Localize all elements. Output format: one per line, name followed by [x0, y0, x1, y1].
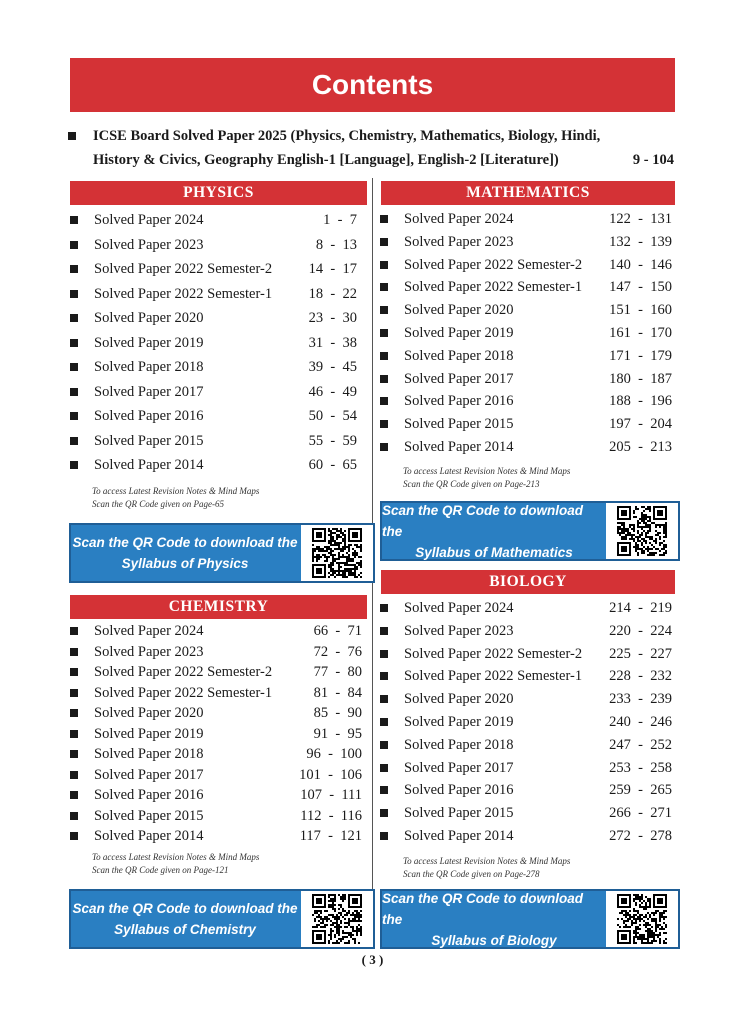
toc-entry-pages: 147 - 150	[609, 279, 672, 296]
bullet-icon	[380, 764, 388, 772]
toc-entry-label: Solved Paper 2015	[404, 805, 514, 822]
bullet-icon	[70, 314, 78, 322]
toc-entry[interactable]	[380, 643, 672, 665]
toc-entry-pages: 85 - 90	[313, 705, 362, 721]
bullet-icon	[70, 339, 78, 347]
toc-entry[interactable]	[70, 209, 357, 231]
bullet-icon	[380, 604, 388, 612]
toc-entry[interactable]	[380, 665, 672, 687]
toc-entry-label: Solved Paper 2022 Semester-1	[94, 285, 273, 302]
bullet-icon	[70, 627, 78, 635]
toc-entry[interactable]	[380, 757, 672, 779]
toc-entry[interactable]	[70, 764, 362, 786]
toc-entry[interactable]	[380, 276, 672, 298]
toc-entry[interactable]	[70, 307, 357, 329]
board-paper-line2: History & Civics, Geography English-1 [Language], English-2 [Literature])	[93, 152, 559, 168]
physics-note	[92, 485, 259, 511]
bullet-icon	[70, 832, 78, 840]
chemistry-note	[92, 851, 259, 877]
bullet-icon	[380, 627, 388, 635]
toc-entry-pages: 220 - 224	[609, 622, 672, 639]
toc-entry[interactable]	[380, 368, 672, 390]
bullet-icon	[70, 771, 78, 779]
toc-entry-pages: 60 - 65	[308, 457, 357, 473]
toc-entry[interactable]	[380, 345, 672, 367]
toc-entry-pages: 214 - 219	[609, 600, 672, 616]
toc-entry-label: Solved Paper 2017	[404, 370, 514, 387]
qr-code-icon[interactable]	[312, 894, 362, 944]
bullet-icon	[70, 216, 78, 224]
bullet-icon	[380, 306, 388, 314]
toc-entry-label: Solved Paper 2020	[404, 302, 514, 319]
toc-entry[interactable]	[380, 597, 672, 619]
toc-entry-label: Solved Paper 2018	[94, 359, 204, 375]
toc-entry[interactable]	[380, 231, 672, 253]
note-line: Scan the QR Code given on Page-121	[92, 865, 229, 875]
qr-banner-text	[382, 503, 606, 559]
qr-code-holder	[606, 891, 678, 947]
toc-entry-pages: 140 - 146	[609, 256, 672, 273]
qr-banner-text	[71, 891, 299, 947]
bullet-icon	[70, 648, 78, 656]
toc-entry[interactable]	[70, 702, 362, 724]
toc-entry-label: Solved Paper 2024	[404, 600, 514, 616]
toc-entry-pages: 50 - 54	[308, 408, 357, 424]
board-paper-line1: ICSE Board Solved Paper 2025 (Physics, Chemistry, Mathematics, Biology, Hindi,	[93, 128, 601, 144]
bullet-icon	[380, 672, 388, 680]
toc-entry-pages: 23 - 30	[308, 310, 357, 326]
toc-entry-pages: 72 - 76	[313, 643, 362, 660]
bullet-icon	[68, 132, 76, 140]
bullet-icon	[70, 730, 78, 738]
toc-entry-label: Solved Paper 2022 Semester-1	[404, 668, 583, 685]
toc-entry-pages: 55 - 59	[308, 432, 357, 449]
toc-entry-pages: 117 - 121	[299, 828, 362, 844]
toc-entry[interactable]	[70, 258, 357, 280]
toc-entry-label: Solved Paper 2022 Semester-1	[94, 684, 273, 701]
bullet-icon	[70, 461, 78, 469]
toc-entry-pages: 14 - 17	[308, 261, 357, 277]
toc-entry[interactable]	[380, 688, 672, 710]
toc-entry-pages: 161 - 170	[609, 325, 672, 341]
contents-title: Contents	[70, 58, 675, 112]
board-paper-pages: 9 - 104	[632, 152, 674, 168]
bullet-icon	[380, 215, 388, 223]
toc-entry-pages: 188 - 196	[609, 393, 672, 410]
toc-entry-label: Solved Paper 2023	[404, 233, 514, 250]
bullet-icon	[380, 786, 388, 794]
toc-entry[interactable]	[70, 356, 357, 378]
toc-entry-pages: 66 - 71	[313, 623, 362, 639]
toc-entry-pages: 233 - 239	[609, 691, 672, 708]
toc-entry-pages: 122 - 131	[609, 211, 672, 227]
qr-code-holder	[606, 503, 678, 559]
toc-entry[interactable]	[380, 620, 672, 642]
toc-entry-label: Solved Paper 2023	[94, 643, 204, 660]
bullet-icon	[380, 261, 388, 269]
bullet-icon	[380, 695, 388, 703]
toc-entry[interactable]	[70, 430, 357, 452]
chemistry-header: CHEMISTRY	[70, 595, 367, 619]
toc-entry-pages: 253 - 258	[609, 759, 672, 776]
note-line: Scan the QR Code given on Page-65	[92, 499, 224, 509]
toc-entry-label: Solved Paper 2017	[404, 759, 514, 776]
toc-entry-label: Solved Paper 2024	[94, 623, 204, 639]
toc-entry-pages: 247 - 252	[609, 736, 672, 753]
qr-code-icon[interactable]	[312, 528, 362, 578]
qr-banner-line: Scan the QR Code to download the	[72, 901, 298, 916]
toc-entry[interactable]	[70, 661, 362, 683]
bullet-icon	[70, 363, 78, 371]
bullet-icon	[70, 290, 78, 298]
bullet-icon	[70, 437, 78, 445]
qr-banner-line: Syllabus of Mathematics	[415, 544, 573, 560]
toc-entry-pages: 77 - 80	[313, 664, 362, 680]
toc-entry-label: Solved Paper 2020	[94, 705, 204, 721]
bullet-icon	[380, 329, 388, 337]
toc-entry-label: Solved Paper 2022 Semester-1	[404, 279, 583, 296]
qr-code-icon[interactable]	[617, 894, 667, 944]
bullet-icon	[380, 283, 388, 291]
toc-entry-pages: 96 - 100	[306, 746, 362, 762]
note-line: Scan the QR Code given on Page-278	[403, 869, 540, 879]
toc-entry-label: Solved Paper 2024	[94, 212, 204, 228]
bullet-icon	[70, 265, 78, 273]
bullet-icon	[380, 420, 388, 428]
toc-entry-pages: 151 - 160	[609, 302, 672, 319]
bullet-icon	[380, 718, 388, 726]
toc-entry[interactable]	[70, 283, 357, 305]
biology-qr-banner[interactable]	[380, 889, 680, 949]
bullet-icon	[70, 812, 78, 820]
biology-note	[403, 855, 570, 881]
bullet-icon	[380, 238, 388, 246]
toc-entry-pages: 107 - 111	[300, 787, 362, 803]
mathematics-note	[403, 465, 570, 491]
toc-entry-pages: 46 - 49	[308, 383, 357, 400]
mathematics-header: MATHEMATICS	[381, 181, 675, 205]
note-line: To access Latest Revision Notes & Mind Maps	[92, 852, 260, 862]
toc-entry-pages: 31 - 38	[308, 334, 357, 351]
toc-entry[interactable]	[380, 711, 672, 733]
toc-entry-pages: 112 - 116	[300, 807, 362, 824]
toc-entry-pages: 1 - 7	[323, 212, 357, 228]
toc-entry-label: Solved Paper 2014	[94, 457, 204, 473]
toc-entry[interactable]	[70, 723, 362, 745]
toc-entry-label: Solved Paper 2019	[404, 714, 514, 730]
bullet-icon	[380, 832, 388, 840]
toc-entry[interactable]	[380, 390, 672, 412]
toc-entry-label: Solved Paper 2016	[94, 787, 204, 803]
bullet-icon	[380, 375, 388, 383]
toc-entry-pages: 81 - 84	[313, 684, 362, 701]
bullet-icon	[70, 689, 78, 697]
toc-entry[interactable]	[70, 381, 357, 403]
toc-entry-label: Solved Paper 2022 Semester-2	[94, 664, 273, 680]
toc-entry-label: Solved Paper 2016	[404, 393, 514, 410]
toc-entry-label: Solved Paper 2022 Semester-2	[404, 256, 583, 273]
toc-entry-label: Solved Paper 2017	[94, 383, 204, 400]
toc-entry-pages: 240 - 246	[609, 714, 672, 730]
bullet-icon	[70, 791, 78, 799]
toc-entry[interactable]	[380, 254, 672, 276]
toc-entry[interactable]	[70, 825, 362, 847]
qr-banner-line: Syllabus of Chemistry	[114, 922, 256, 937]
toc-entry-label: Solved Paper 2019	[404, 325, 514, 341]
note-line: To access Latest Revision Notes & Mind Maps	[92, 486, 260, 496]
toc-entry[interactable]	[70, 405, 357, 427]
toc-entry-label: Solved Paper 2014	[404, 828, 514, 844]
toc-entry[interactable]	[70, 332, 357, 354]
toc-entry-pages: 18 - 22	[308, 285, 357, 302]
toc-entry-label: Solved Paper 2023	[404, 622, 514, 639]
bullet-icon	[70, 241, 78, 249]
toc-entry-pages: 132 - 139	[609, 233, 672, 250]
qr-banner-text	[382, 891, 606, 947]
qr-code-holder	[301, 891, 373, 947]
toc-entry-pages: 205 - 213	[609, 439, 672, 455]
physics-qr-banner[interactable]	[69, 523, 375, 583]
qr-banner-line: Scan the QR Code to download the	[382, 890, 584, 927]
bullet-icon	[70, 388, 78, 396]
toc-entry-label: Solved Paper 2022 Semester-2	[94, 261, 273, 277]
toc-entry[interactable]	[380, 779, 672, 801]
chemistry-qr-banner[interactable]	[69, 889, 375, 949]
mathematics-qr-banner[interactable]	[380, 501, 680, 561]
qr-code-icon[interactable]	[617, 506, 667, 556]
toc-entry-label: Solved Paper 2014	[94, 828, 204, 844]
toc-entry[interactable]	[380, 825, 672, 847]
toc-entry[interactable]	[380, 208, 672, 230]
page-number: ( 3 )	[361, 952, 384, 967]
qr-banner-line: Syllabus of Physics	[121, 556, 249, 571]
toc-entry[interactable]	[380, 322, 672, 344]
toc-entry-pages: 8 - 13	[315, 236, 357, 253]
toc-entry[interactable]	[70, 682, 362, 704]
bullet-icon	[70, 709, 78, 717]
toc-entry-pages: 39 - 45	[308, 359, 357, 375]
note-line: To access Latest Revision Notes & Mind Maps	[403, 466, 571, 476]
toc-entry[interactable]	[380, 734, 672, 756]
toc-entry-label: Solved Paper 2023	[94, 236, 204, 253]
toc-entry-pages: 197 - 204	[609, 416, 672, 433]
toc-entry-label: Solved Paper 2015	[94, 807, 204, 824]
toc-entry[interactable]	[380, 802, 672, 824]
physics-header: PHYSICS	[70, 181, 367, 205]
toc-entry-label: Solved Paper 2018	[404, 347, 514, 364]
toc-entry[interactable]	[70, 743, 362, 765]
toc-entry-label: Solved Paper 2018	[404, 736, 514, 753]
bullet-icon	[380, 650, 388, 658]
note-line: Scan the QR Code given on Page-213	[403, 479, 540, 489]
toc-entry-pages: 228 - 232	[609, 668, 672, 685]
biology-header: BIOLOGY	[381, 570, 675, 594]
bullet-icon	[70, 750, 78, 758]
toc-entry-pages: 91 - 95	[313, 725, 362, 742]
note-line: To access Latest Revision Notes & Mind Maps	[403, 856, 571, 866]
toc-entry[interactable]	[70, 620, 362, 642]
toc-entry[interactable]	[70, 234, 357, 256]
toc-entry[interactable]	[70, 454, 357, 476]
toc-entry-label: Solved Paper 2018	[94, 746, 204, 762]
toc-entry-pages: 266 - 271	[609, 805, 672, 822]
toc-entry-label: Solved Paper 2019	[94, 725, 204, 742]
toc-entry-label: Solved Paper 2020	[404, 691, 514, 708]
qr-banner-line: Syllabus of Biology	[431, 932, 557, 948]
toc-entry-label: Solved Paper 2019	[94, 334, 204, 351]
qr-banner-line: Scan the QR Code to download the	[72, 535, 298, 550]
bullet-icon	[380, 397, 388, 405]
toc-entry[interactable]	[70, 805, 362, 827]
toc-entry[interactable]	[380, 413, 672, 435]
toc-entry-label: Solved Paper 2020	[94, 310, 204, 326]
toc-entry[interactable]	[70, 784, 362, 806]
toc-entry-label: Solved Paper 2015	[404, 416, 514, 433]
bullet-icon	[380, 443, 388, 451]
toc-entry-pages: 225 - 227	[609, 645, 672, 662]
toc-entry-label: Solved Paper 2016	[404, 782, 514, 799]
toc-entry-pages: 259 - 265	[609, 782, 672, 799]
bullet-icon	[380, 809, 388, 817]
toc-entry-label: Solved Paper 2017	[94, 766, 204, 783]
qr-banner-text	[71, 525, 299, 581]
bullet-icon	[70, 668, 78, 676]
toc-entry-label: Solved Paper 2014	[404, 439, 514, 455]
toc-entry[interactable]	[70, 641, 362, 663]
toc-entry-label: Solved Paper 2016	[94, 408, 204, 424]
toc-entry-pages: 180 - 187	[609, 370, 672, 387]
toc-entry-pages: 272 - 278	[609, 828, 672, 844]
bullet-icon	[70, 412, 78, 420]
toc-entry-label: Solved Paper 2015	[94, 432, 204, 449]
toc-entry-label: Solved Paper 2024	[404, 211, 514, 227]
toc-entry-label: Solved Paper 2022 Semester-2	[404, 645, 583, 662]
qr-banner-line: Scan the QR Code to download the	[382, 502, 584, 539]
toc-entry[interactable]	[380, 299, 672, 321]
bullet-icon	[380, 741, 388, 749]
bullet-icon	[380, 352, 388, 360]
qr-code-holder	[301, 525, 373, 581]
toc-entry[interactable]	[380, 436, 672, 458]
toc-entry-pages: 101 - 106	[299, 766, 362, 783]
toc-entry-pages: 171 - 179	[609, 347, 672, 364]
